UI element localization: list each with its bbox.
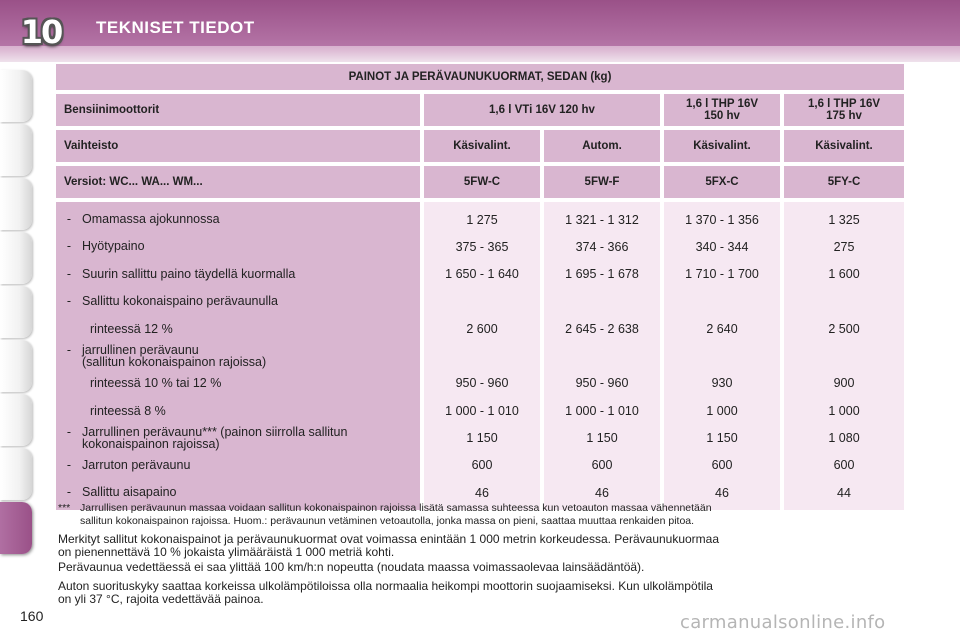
chapter-tab-2[interactable] — [0, 124, 32, 176]
row-label-line2: (sallitun kokonaispainon rajoissa) — [82, 355, 267, 370]
row-label-text: Hyötypaino — [82, 239, 145, 254]
table-cell — [664, 288, 780, 315]
chapter-tab-10-active[interactable] — [0, 502, 32, 554]
row-dash: - — [66, 239, 72, 254]
table-row-label — [56, 315, 420, 342]
table-body — [56, 202, 904, 510]
row-sublabel-text: rinteessä 10 % tai 12 % — [90, 376, 222, 391]
table-cell: 275 — [833, 239, 855, 254]
table-cell: 1 695 - 1 678 — [565, 267, 639, 282]
row-label-text: Sallittu aisapaino — [82, 485, 177, 500]
table-cell: 1 650 - 1 640 — [445, 267, 519, 282]
row-label-text: Suurin sallittu paino täydellä kuormalla — [82, 266, 296, 281]
table-cell: 900 — [833, 376, 855, 391]
row-sublabel-text: rinteessä 8 % — [90, 403, 166, 418]
table-cell: 1 150 — [586, 431, 618, 446]
value-column-5fx-c — [664, 202, 780, 510]
row-sublabel-text: rinteessä 12 % — [90, 321, 173, 336]
gearbox-cell: Käsivalint. — [424, 130, 540, 162]
version-cell: 5FY-C — [784, 166, 904, 198]
chapter-tab-3[interactable] — [0, 178, 32, 230]
footnote-marker: *** — [58, 502, 71, 514]
version-cell: 5FW-F — [544, 166, 660, 198]
page-title: TEKNISET TIEDOT — [96, 18, 255, 37]
chapter-tab-6[interactable] — [0, 340, 32, 392]
version-cell: 5FX-C — [664, 166, 780, 198]
table-cell: 340 - 344 — [695, 239, 749, 254]
table-row-label — [56, 342, 420, 369]
row-label-text — [82, 344, 266, 369]
engine-row-label: Bensiinimoottorit — [56, 94, 420, 126]
page-number: 160 — [20, 608, 44, 624]
table-row-label — [56, 397, 420, 424]
chapter-tab-1[interactable] — [0, 70, 32, 122]
table-cell: 1 710 - 1 700 — [685, 267, 759, 282]
engine-thp150-line2: 150 hv — [704, 110, 740, 122]
row-label-text: Jarruton perävaunu — [82, 457, 191, 472]
table-cell: 600 — [711, 458, 733, 473]
chapter-tab-4[interactable] — [0, 232, 32, 284]
table-row-label — [56, 233, 420, 260]
footnote-line2: sallitun kokonaispainon rajoissa. Huom.: perävaunun vetäminen vetoautolla, jonka massa on pieni, saattaa muuttaa renkaiden pitoa. — [80, 514, 695, 527]
table-row-label — [56, 288, 420, 315]
table-cell: 46 — [475, 485, 489, 500]
table-title: PAINOT JA PERÄVAUNUKUORMAT, SEDAN (kg) — [56, 64, 904, 90]
table-cell: 2 645 - 2 638 — [565, 321, 639, 336]
engine-thp150-line1: 1,6 l THP 16V — [685, 98, 759, 110]
row-dash: - — [66, 294, 72, 309]
version-row-label: Versiot: WC... WA... WM... — [56, 166, 420, 198]
table-cell: 374 - 366 — [575, 239, 629, 254]
row-label-line1: jarrullinen perävaunu — [82, 342, 199, 357]
table-row-label — [56, 452, 420, 479]
gearbox-row — [56, 130, 904, 162]
engine-thp175-header — [784, 94, 904, 126]
gearbox-row-label: Vaihteisto — [56, 130, 420, 162]
table-cell: 1 000 - 1 010 — [565, 403, 639, 418]
row-label-column — [56, 202, 420, 510]
table-cell: 1 150 — [466, 431, 498, 446]
value-column-5fw-f — [544, 202, 660, 510]
table-row-label — [56, 370, 420, 397]
table-cell: 375 - 365 — [455, 239, 509, 254]
table-cell: 600 — [471, 458, 493, 473]
chapter-number-badge: 10 — [20, 13, 62, 51]
paragraph-temperature — [58, 580, 908, 606]
row-label-line1: Jarrullinen perävaunu*** (painon siirrolla sallitun — [82, 424, 348, 439]
engine-thp175-line1: 1,6 l THP 16V — [807, 98, 881, 110]
gearbox-cell: Autom. — [544, 130, 660, 162]
engine-vti-header: 1,6 l VTi 16V 120 hv — [424, 94, 660, 126]
table-cell — [784, 288, 904, 315]
engine-thp175-line2: 175 hv — [826, 110, 862, 122]
value-column-5fw-c — [424, 202, 540, 510]
chapter-tab-7[interactable] — [0, 394, 32, 446]
table-cell: 2 600 — [466, 321, 498, 336]
table-cell — [664, 342, 780, 369]
table-cell — [424, 342, 540, 369]
table-cell: 1 321 - 1 312 — [565, 212, 639, 227]
table-cell: 600 — [833, 458, 855, 473]
footnote-line1: Jarrullisen perävaunun massaa voidaan sallitun kokonaispainon rajoissa lisätä samassa suhteessa kun vetoauton massaa vähennetään — [80, 502, 712, 514]
table-cell: 1 000 — [706, 403, 738, 418]
version-row — [56, 166, 904, 198]
table-cell: 2 640 — [706, 321, 738, 336]
table-cell — [424, 288, 540, 315]
paragraph-altitude-line2: on pienennettävä 10 % jokaista ylimääräistä 1 000 metriä kohti. — [58, 545, 395, 559]
row-label-text — [82, 426, 347, 451]
paragraph-speed: Perävaunua vedettäessä ei saa ylittää 100 km/h:n nopeutta (noudata maassa voimassaolevaa lainsäädäntöä). — [58, 560, 645, 574]
table-cell: 2 500 — [828, 321, 860, 336]
row-dash: - — [66, 485, 72, 500]
chapter-tab-8[interactable] — [0, 448, 32, 500]
gearbox-cell: Käsivalint. — [664, 130, 780, 162]
paragraph-temperature-line1: Auton suorituskyky saattaa korkeissa ulkolämpötiloissa olla normaalia heikompi moottorin suojaamiseksi. Kun ulkolämpötila — [58, 579, 713, 593]
table-cell: 1 600 — [828, 267, 860, 282]
row-label-text: Sallittu kokonaispaino perävaunulla — [82, 294, 278, 309]
chapter-tab-strip — [0, 62, 40, 562]
table-cell: 46 — [595, 485, 609, 500]
footnote — [58, 502, 908, 527]
paragraph-temperature-line2: on yli 37 °C, rajoita vedettävää painoa. — [58, 592, 264, 606]
value-column-5fy-c — [784, 202, 904, 510]
row-dash: - — [66, 212, 72, 227]
table-row-label — [56, 206, 420, 233]
table-row-label — [56, 424, 420, 451]
paragraph-altitude — [58, 533, 908, 559]
row-dash: - — [66, 424, 72, 439]
engine-thp150-header — [664, 94, 780, 126]
table-cell: 1 080 — [828, 431, 860, 446]
gearbox-cell: Käsivalint. — [784, 130, 904, 162]
table-cell: 1 275 — [466, 212, 498, 227]
table-cell: 950 - 960 — [455, 376, 509, 391]
table-cell: 1 000 - 1 010 — [445, 403, 519, 418]
table-cell: 930 — [711, 376, 733, 391]
table-cell: 1 370 - 1 356 — [685, 212, 759, 227]
table-cell: 46 — [715, 485, 729, 500]
watermark: carmanualsonline.info — [680, 612, 886, 633]
table-cell: 1 000 — [828, 403, 860, 418]
table-row-label — [56, 261, 420, 288]
table-cell: 1 150 — [706, 431, 738, 446]
engine-row — [56, 94, 904, 126]
table-cell — [784, 342, 904, 369]
row-dash: - — [66, 342, 72, 357]
version-cell: 5FW-C — [424, 166, 540, 198]
table-cell — [544, 288, 660, 315]
table-cell: 44 — [837, 485, 851, 500]
row-label-text: Omamassa ajokunnossa — [82, 212, 220, 227]
row-label-line2: kokonaispainon rajoissa) — [82, 437, 220, 452]
table-cell: 950 - 960 — [575, 376, 629, 391]
table-cell: 1 325 — [828, 212, 860, 227]
row-dash: - — [66, 266, 72, 281]
table-cell: 600 — [591, 458, 613, 473]
paragraph-altitude-line1: Merkityt sallitut kokonaispainot ja perävaunukuormat ovat voimassa enintään 1 000 metrin korkeudessa. Perävaunukuormaa — [58, 532, 720, 546]
row-dash: - — [66, 457, 72, 472]
weights-table — [56, 64, 904, 510]
table-cell — [544, 342, 660, 369]
chapter-tab-5[interactable] — [0, 286, 32, 338]
